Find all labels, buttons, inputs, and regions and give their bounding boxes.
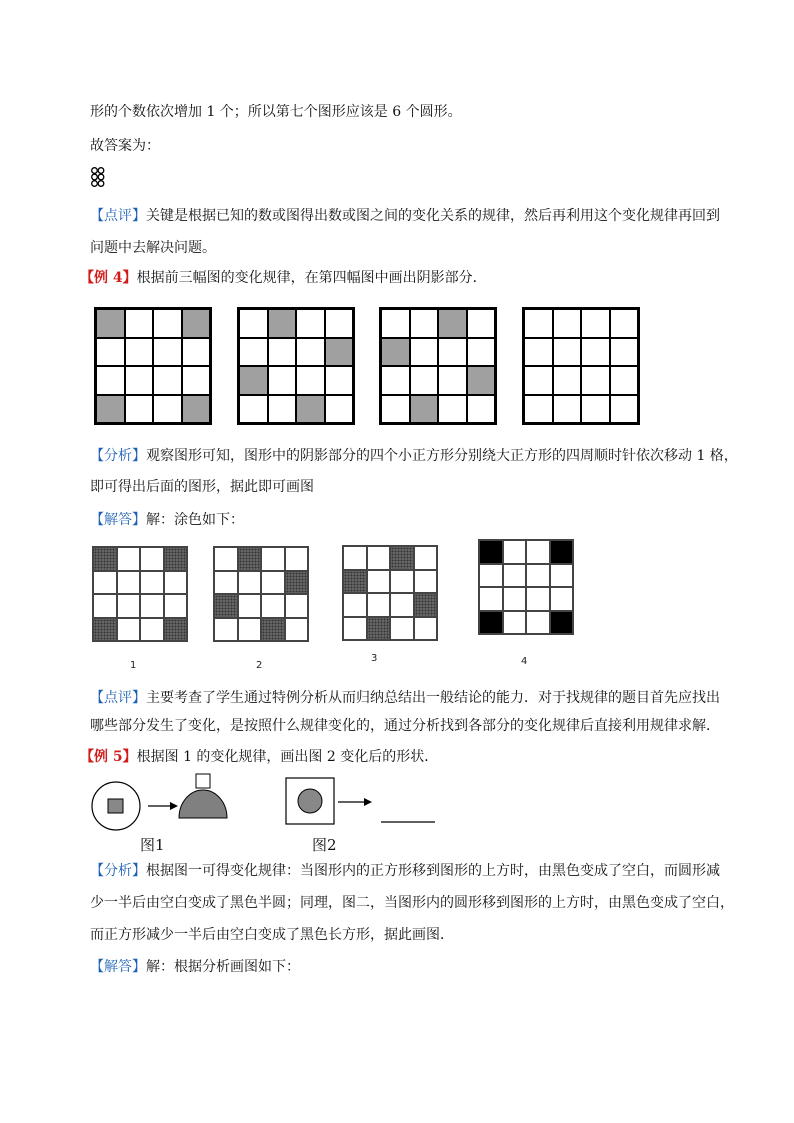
grid-cell [467,309,496,338]
grid-cell [553,309,582,338]
example-text: 根据前三幅图的变化规律，在第四幅图中画出阴影部分． [136,270,487,286]
grid-cell [140,594,164,618]
grid-cell [503,611,527,635]
comment-tag: 【点评】 [90,690,146,706]
grid-cell [239,395,268,424]
grid-cell [93,594,117,618]
grid-cell-shaded [164,618,188,642]
grid-cell [93,571,117,595]
grid-cell [296,338,325,367]
grid-cell [117,594,141,618]
grid-cell [182,366,211,395]
grid-cell [610,366,639,395]
grid-cell [182,338,211,367]
grid-cell [296,366,325,395]
grid-cell-shaded [96,309,125,338]
grid-cell-shaded [93,547,117,571]
grid-cell [610,338,639,367]
grid-cell [261,571,285,595]
grid-cell [381,366,410,395]
grid-cell [414,570,438,594]
grid-cell [550,564,574,588]
text-line: 少一半后由空白变成了黑色半圆；同理，图二，当图形内的圆形移到图形的上方时，由黑色变成了空白， [90,895,734,911]
pattern-grid [237,307,355,425]
grid-caption: 1 [130,660,137,671]
grid-cell [438,366,467,395]
grid-cell [610,395,639,424]
grid-cell [553,366,582,395]
grid-cell [581,338,610,367]
grid-cell [410,338,439,367]
grid-cell [239,309,268,338]
grid-cell-shaded [467,366,496,395]
grid-cell-shaded [239,366,268,395]
grid-cell [438,338,467,367]
answer-line [90,510,244,530]
grid-cell [153,366,182,395]
grid-cell [524,338,553,367]
grid-cell [524,366,553,395]
grid-cell [117,547,141,571]
grid-cell [479,564,503,588]
grid-cell-shaded [164,547,188,571]
grid-cell [140,547,164,571]
grid-cell [164,594,188,618]
grid-cell-shaded [550,611,574,635]
grid-cell [125,395,154,424]
pattern-grid [379,307,497,425]
comment-tag: 【点评】 [90,208,146,224]
grid-caption: 2 [256,660,263,671]
grid-cell [261,594,285,618]
grid-cell-shaded [410,395,439,424]
transformation-figures [88,772,438,832]
text-line: 问题中去解决问题。 [90,240,216,256]
answer-tag: 【解答】 [90,959,146,975]
grid-cell [553,338,582,367]
grid-cell [261,547,285,571]
text-line: 哪些部分发生了变化，是按照什么规律变化的，通过分析找到各部分的变化规律后直接利用规律求解． [90,718,720,734]
grid-cell [117,571,141,595]
text-line: 形的个数依次增加 1 个；所以第七个图形应该是 6 个圆形。 [90,104,462,120]
grid-cell-shaded [367,617,391,641]
grid-cell [581,309,610,338]
grid-cell [285,618,309,642]
pattern-grid [478,539,574,635]
grid-cell [581,366,610,395]
grid-cell [268,338,297,367]
grid-cell [296,309,325,338]
grid-cell [214,571,238,595]
comment-text: 主要考查了学生通过特例分析从而归纳总结出一般结论的能力．对于找规律的题目首先应找出 [146,690,720,706]
grid-cell-shaded [96,395,125,424]
figure1-result [179,774,227,818]
text-line: 而正方形减少一半后由空白变成了黑色长方形，据此画图． [90,927,454,943]
grid-cell-shaded [438,309,467,338]
grid-cell-shaded [296,395,325,424]
grid-cell [610,309,639,338]
text-line: 故答案为： [90,138,160,154]
comment-line [90,688,720,708]
grid-cell [285,594,309,618]
answer-text: 解：涂色如下： [146,512,244,528]
arrow-icon [338,798,372,806]
grid-cell [414,617,438,641]
answer-line [90,957,300,977]
example-text: 根据图 1 的变化规律，画出图 2 变化后的形状． [136,749,439,765]
analysis-tag: 【分析】 [90,448,146,464]
comment-text: 关键是根据已知的数或图得出数或图之间的变化关系的规律，然后再利用这个变化规律再回到 [146,208,720,224]
grid-cell [503,540,527,564]
grid-cell [153,395,182,424]
grid-cell-shaded [390,546,414,570]
grid-cell [125,338,154,367]
grid-cell [125,309,154,338]
grid-cell-shaded [238,547,262,571]
grid-cell [96,366,125,395]
analysis-text: 根据图一可得变化规律：当图形内的正方形移到图形的上方时，由黑色变成了空白，而圆形减 [146,863,720,879]
grid-cell [526,587,550,611]
grid-cell [524,309,553,338]
grid-cell [285,547,309,571]
grid-cell [343,593,367,617]
grid-cell [238,571,262,595]
grid-cell [467,395,496,424]
analysis-tag: 【分析】 [90,863,146,879]
pattern-grid [522,307,640,425]
grid-cell [343,617,367,641]
grid-cell-shaded [261,618,285,642]
grid-cell [503,564,527,588]
grid-cell [325,309,354,338]
grid-cell [325,366,354,395]
grid-cell-shaded [343,570,367,594]
grid-cell [553,395,582,424]
grid-cell [390,617,414,641]
answer-text: 解：根据分析画图如下： [146,959,300,975]
grid-cell [526,611,550,635]
grid-cell [239,338,268,367]
circles-answer-figure [91,167,105,187]
example-tag: 【例 4】 [80,270,137,286]
grid-cell-shaded [285,571,309,595]
grid-cell [367,593,391,617]
grid-cell [390,593,414,617]
grid-cell-shaded [325,338,354,367]
example-5-heading [80,747,438,767]
pattern-grid [213,546,309,642]
grid-cell [214,618,238,642]
pattern-grid [92,546,188,642]
example-4-heading [80,268,487,288]
grid-cell [214,547,238,571]
arrow-icon [148,802,178,810]
grid-cell [410,366,439,395]
grid-cell [140,571,164,595]
comment-line [90,206,720,226]
grid-cell [268,395,297,424]
grid-cell [153,309,182,338]
grid-cell-shaded [182,309,211,338]
grid-cell [325,395,354,424]
grid-cell-shaded [414,593,438,617]
grid-cell-shaded [479,611,503,635]
grid-cell [390,570,414,594]
grid-cell [153,338,182,367]
grid-cell [268,366,297,395]
answer-tag: 【解答】 [90,512,146,528]
grid-cell-shaded [214,594,238,618]
grid-caption: 3 [371,653,378,664]
grid-cell [479,587,503,611]
grid-cell [238,618,262,642]
grid-cell-shaded [381,338,410,367]
grid-cell-shaded [182,395,211,424]
grid-cell-shaded [550,540,574,564]
grid-cell [550,587,574,611]
grid-cell [524,395,553,424]
grid-cell [526,540,550,564]
grid-caption: 4 [521,656,528,667]
grid-cell [414,546,438,570]
grid-cell [367,546,391,570]
text-line: 即可得出后面的图形，据此即可画图 [90,479,314,495]
example-tag: 【例 5】 [80,749,137,765]
grid-cell [367,570,391,594]
grid-cell [96,338,125,367]
pattern-grid [342,545,438,641]
grid-cell [581,395,610,424]
grid-cell [410,309,439,338]
grid-cell [438,395,467,424]
grid-cell-shaded [93,618,117,642]
grid-cell [164,571,188,595]
grid-cell [526,564,550,588]
grid-cell [381,309,410,338]
grid-cell [125,366,154,395]
grid-cell [238,594,262,618]
grid-cell [503,587,527,611]
grid-cell [467,338,496,367]
grid-cell [117,618,141,642]
pattern-grid [94,307,212,425]
grid-cell [343,546,367,570]
analysis-text: 观察图形可知，图形中的阴影部分的四个小正方形分别绕大正方形的四周顺时针依次移动 1 格， [146,448,738,464]
analysis-line [90,446,738,466]
grid-cell [381,395,410,424]
figure2-label: 图2 [312,836,337,854]
grid-cell-shaded [479,540,503,564]
figure1-label: 图1 [140,836,165,854]
grid-cell-shaded [268,309,297,338]
figure2-start [286,778,334,824]
figure1-start [92,782,140,830]
grid-cell [140,618,164,642]
analysis-line [90,861,720,881]
